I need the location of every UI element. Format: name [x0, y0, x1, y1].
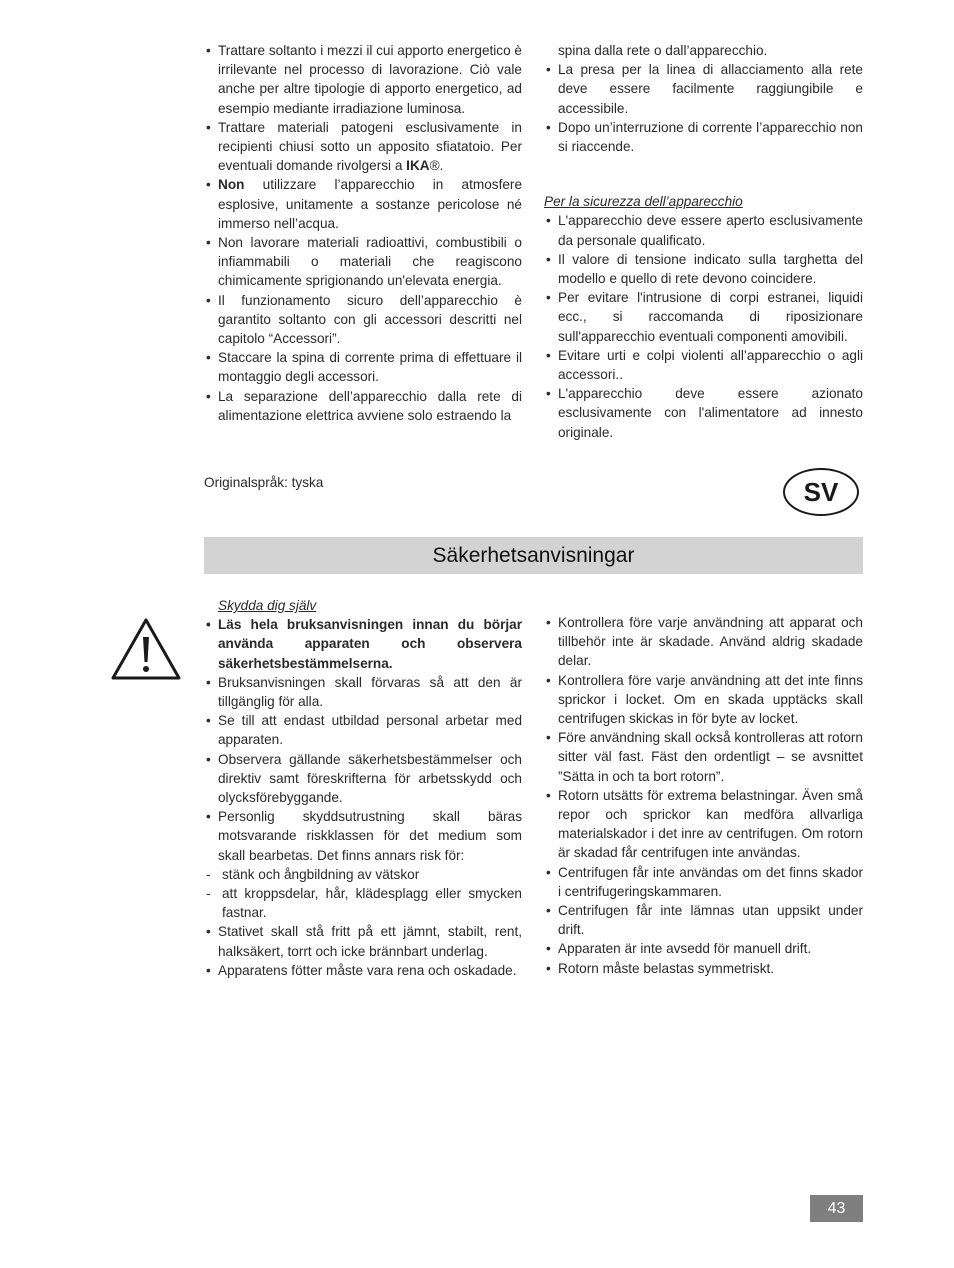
- list-item: • Non lavorare materiali radioattivi, combustibili o infiammabili o materiali che reagiscono chimicamente sprigionando un'elevata energia.: [204, 233, 522, 291]
- list-item: - stänk och ångbildning av vätskor: [204, 865, 522, 884]
- list-continuation: spina dalla rete o dall’apparecchio.: [558, 43, 768, 58]
- list-item: • L'apparecchio deve essere azionato esclusivamente con l'alimentatore ad innesto originale.: [544, 384, 863, 442]
- list-item: • Dopo un’interruzione di corrente l’apparecchio non si riaccende.: [544, 118, 863, 156]
- list-item: • Observera gällande säkerhetsbestämmelser och direktiv samt föreskrifterna för arbetsskydd och olycksförebyggande.: [204, 750, 522, 808]
- list-item: • Bruksanvisningen skall förvaras så att den är tillgänglig för alla.: [204, 673, 522, 711]
- list-item: • L'apparecchio deve essere aperto esclusivamente da personale qualificato.: [544, 211, 863, 249]
- list-item: • Centrifugen får inte användas om det finns skador i centrifugeringskammaren.: [544, 863, 863, 901]
- list-item: • Trattare soltanto i mezzi il cui apporto energetico è irrilevante nel processo di lavorazione. Ciò vale anche per altre tipologie di apporto energetico, ad esempio mediante irradiazione luminosa.: [204, 41, 522, 118]
- non-emphasis: Non: [218, 177, 245, 193]
- original-language-note: Originalspråk: tyska: [204, 475, 324, 490]
- list-item: • Staccare la spina di corrente prima di effettuare il montaggio degli accessori.: [204, 348, 522, 386]
- list-item: • Trattare materiali patogeni esclusivamente in recipienti chiusi sotto un apposito sfiatatoio. Per eventuali domande rivolgersi a IKA®.: [204, 118, 522, 176]
- list-item: • Se till att endast utbildad personal arbetar med apparaten.: [204, 711, 522, 749]
- list-item: • Centrifugen får inte lämnas utan uppsikt under drift.: [544, 901, 863, 939]
- swedish-centrifuge-list: [544, 613, 863, 978]
- page-number: 43: [810, 1195, 863, 1222]
- list-item: • Per evitare l'intrusione di corpi estranei, liquidi ecc., si raccomanda di riposizionare sull'apparecchio eventuali componenti amovibili.: [544, 288, 863, 346]
- swedish-safety-list: [204, 615, 522, 980]
- italian-left-column: [204, 41, 522, 425]
- list-item: • Kontrollera före varje användning att det inte finns sprickor i locket. Om en skada upptäcks skall centrifugen skickas in för byte av locket.: [544, 671, 863, 729]
- swedish-left-column: [204, 596, 522, 980]
- list-item: • Kontrollera före varje användning att apparat och tillbehör inte är skadade. Använd aldrig skadade delar.: [544, 613, 863, 671]
- list-item: • Il valore di tensione indicato sulla targhetta del modello e quello di rete devono coincidere.: [544, 250, 863, 288]
- device-safety-heading: Per la sicurezza dell’apparecchio: [544, 194, 743, 210]
- warning-triangle-icon: [110, 617, 182, 681]
- list-item: • Rotorn måste belastas symmetriskt.: [544, 959, 863, 978]
- list-item: • La presa per la linea di allacciamento alla rete deve essere facilmente raggiungibile e accessibile.: [544, 60, 863, 118]
- ika-brand: IKA: [406, 158, 430, 174]
- list-item: • Rotorn utsätts för extrema belastningar. Även små repor och sprickor kan medföra allvarliga materialskador i det inre av centrifugen. Om rotorn är skadad får centrifugen inte användas.: [544, 786, 863, 863]
- device-safety-block: [544, 192, 863, 442]
- list-item: - att kroppsdelar, hår, klädesplagg eller smycken fastnar.: [204, 884, 522, 922]
- language-badge: SV: [783, 468, 859, 516]
- swedish-right-column: [544, 613, 863, 978]
- list-item: • Före användning skall också kontrolleras att rotorn sitter väl fast. Fäst den ordentligt – se avsnittet ”Sätta in och ta bort rotorn”.: [544, 728, 863, 786]
- list-item: • La separazione dell’apparecchio dalla rete di alimentazione elettrica avviene solo estraendo la: [204, 387, 522, 425]
- list-item: • Apparatens fötter måste vara rena och oskadade.: [204, 961, 522, 980]
- list-item: • Stativet skall stå fritt på ett jämnt, stabilt, rent, halksäkert, torrt och icke brännbart underlag.: [204, 922, 522, 960]
- list-item: • Personlig skyddsutrustning skall bäras motsvarande riskklassen för det medium som skall bearbetas. Det finns annars risk för:: [204, 807, 522, 865]
- italian-right-column: [544, 41, 863, 442]
- section-title: Säkerhetsanvisningar: [432, 543, 635, 567]
- device-safety-list: [544, 211, 863, 441]
- list-item: • Non utilizzare l’apparecchio in atmosfere esplosive, unitamente a sostanze pericolose né immerso nell’acqua.: [204, 175, 522, 233]
- italian-mains-list: [544, 60, 863, 156]
- list-item: • Apparaten är inte avsedd för manuell drift.: [544, 939, 863, 958]
- italian-safety-list: [204, 41, 522, 425]
- list-item: • Il funzionamento sicuro dell’apparecchio è garantito soltanto con gli accessori descritti nel capitolo “Accessori”.: [204, 291, 522, 349]
- section-title-bar: [204, 537, 863, 574]
- protect-yourself-heading: Skydda dig själv: [218, 598, 317, 613]
- list-item: • Evitare urti e colpi violenti all’apparecchio o agli accessori..: [544, 346, 863, 384]
- list-item: • Läs hela bruksanvisningen innan du börjar använda apparaten och observera säkerhetsbestämmelserna.: [204, 615, 522, 673]
